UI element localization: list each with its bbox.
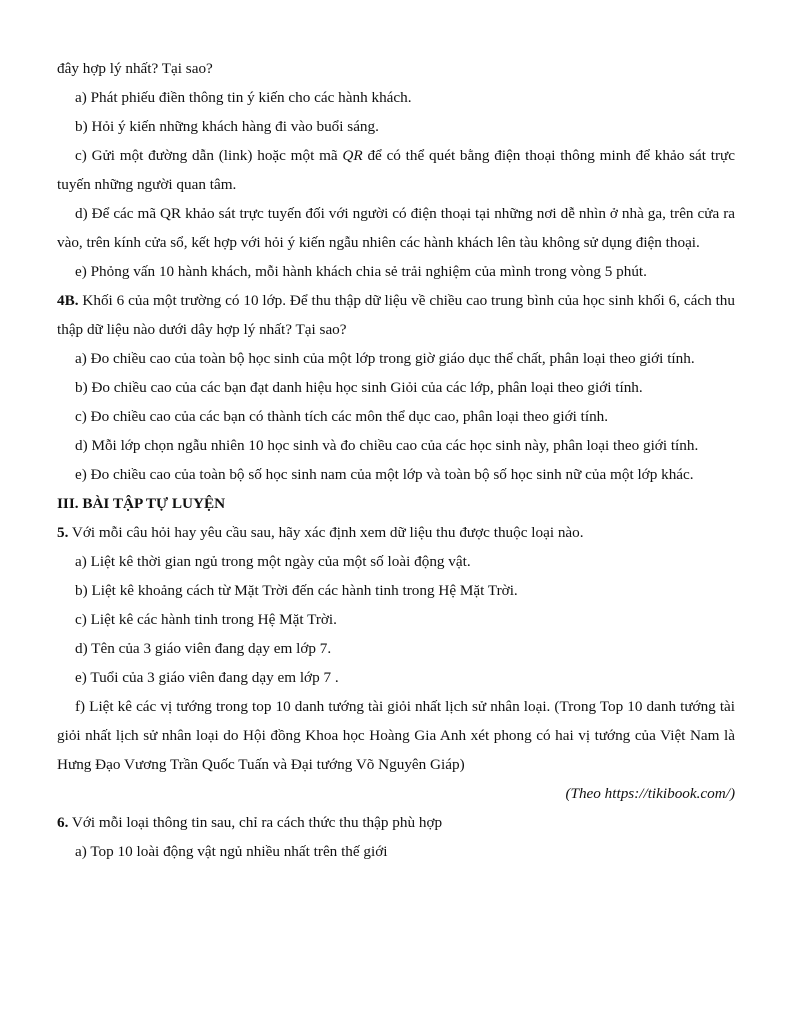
section-heading: [57, 489, 735, 518]
q4b-option-e: e) Đo chiều cao của toàn bộ số học sinh nam của một lớp và toàn bộ số học sinh nữ của một lớp khác.: [75, 466, 694, 483]
question-6-text: Với mỗi loại thông tin sau, chỉ ra cách thức thu thập phù hợp: [68, 814, 443, 831]
qr-label: QR: [342, 147, 363, 164]
q5-option-a: a) Liệt kê thời gian ngủ trong một ngày của một số loài động vật.: [75, 553, 471, 570]
q4a-option-d: d) Để các mã QR khảo sát trực tuyến đối với người có điện thoại tại những nơi dễ nhìn ở nhà ga, trên cửa ra vào, trên kính cửa sổ, kết hợp với hỏi ý kiến ngẫu nhiên các hành khách lên tàu không sử dụng điện thoại.: [57, 205, 735, 251]
question-4b-text: Khối 6 của một trường có 10 lớp. Để thu thập dữ liệu về chiều cao trung bình của học sinh khối 6, cách thu thập dữ liệu nào dưới dây hợp lý nhất? Tại sao?: [57, 292, 735, 338]
question-4b-number: 4B.: [57, 292, 79, 309]
q5-option-c: c) Liệt kê các hành tinh trong Hệ Mặt Trời.: [75, 611, 337, 628]
section-heading-text: III. BÀI TẬP TỰ LUYỆN: [57, 495, 226, 512]
q4a-option-e: e) Phỏng vấn 10 hành khách, mỗi hành khách chia sẻ trải nghiệm của mình trong vòng 5 phút.: [75, 263, 647, 280]
q4b-option-b: b) Đo chiều cao của các bạn đạt danh hiệu học sinh Giỏi của các lớp, phân loại theo giới tính.: [75, 379, 643, 396]
source-citation-text: (Theo https://tikibook.com/): [565, 785, 735, 802]
q4a-option-c: [57, 141, 735, 199]
question-6-number: 6.: [57, 814, 69, 831]
question-4b: [57, 286, 735, 344]
q6-option-a: a) Top 10 loài động vật ngủ nhiều nhất trên thế giới: [75, 843, 388, 860]
question-5-text: Với mỗi câu hỏi hay yêu cầu sau, hãy xác định xem dữ liệu thu được thuộc loại nào.: [68, 524, 584, 541]
q4b-option-c: c) Đo chiều cao của các bạn có thành tích các môn thể dục cao, phân loại theo giới tính.: [75, 408, 609, 425]
q5-option-b: b) Liệt kê khoảng cách từ Mặt Trời đến các hành tinh trong Hệ Mặt Trời.: [75, 582, 518, 599]
q5-option-d: d) Tên của 3 giáo viên đang dạy em lớp 7.: [75, 640, 332, 657]
q5-option-f: f) Liệt kê các vị tướng trong top 10 danh tướng tài giỏi nhất lịch sử nhân loại. (Trong Top 10 danh tướng tài giỏi nhất lịch sử nhân loại do Hội đồng Khoa học Hoàng Gia Anh xét phong có hai vị tướng của Việt Nam là Hưng Đạo Vương Trần Quốc Tuấn và Đại tướng Võ Nguyên Giáp): [57, 698, 735, 773]
question-5: [57, 518, 735, 547]
q5-option-e: e) Tuổi của 3 giáo viên đang dạy em lớp 7 .: [75, 669, 339, 686]
q4b-option-d: d) Mỗi lớp chọn ngẫu nhiên 10 học sinh và đo chiều cao của các học sinh này, phân loại theo giới tính.: [75, 437, 699, 454]
source-citation: [57, 779, 735, 808]
q4a-option-c-before: c) Gửi một đường dẫn (link) hoặc một mã: [75, 147, 343, 164]
question-5-number: 5.: [57, 524, 69, 541]
q4a-option-b: b) Hỏi ý kiến những khách hàng đi vào buổi sáng.: [75, 118, 379, 135]
q4b-option-a: a) Đo chiều cao của toàn bộ học sinh của một lớp trong giờ giáo dục thể chất, phân loại theo giới tính.: [75, 350, 695, 367]
q4a-option-a: a) Phát phiếu điền thông tin ý kiến cho các hành khách.: [75, 89, 412, 106]
intro-tail: đây hợp lý nhất? Tại sao?: [57, 60, 213, 77]
question-6: [57, 808, 735, 837]
q4a-option-c-after: để có thể quét bằng điện thoại thông minh để khảo sát trực tuyến những người quan tâm.: [57, 147, 735, 193]
